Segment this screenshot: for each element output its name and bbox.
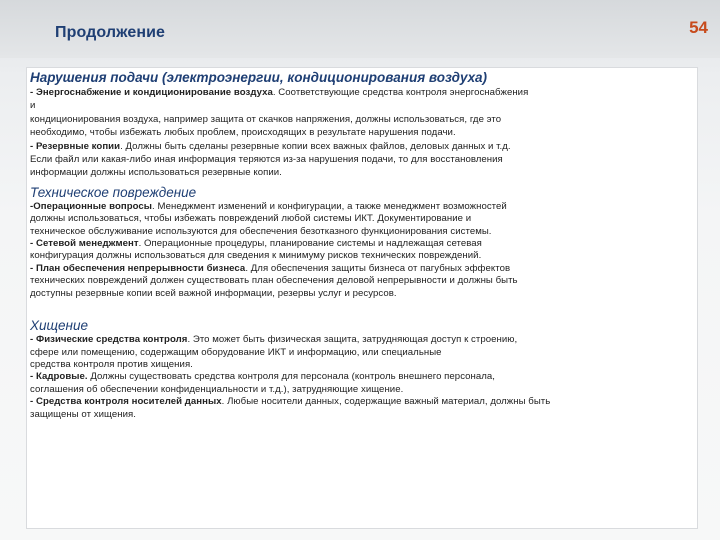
- line-text: . Соответствующие средства контроля энергоснабжения: [272, 87, 529, 98]
- line-text: технических повреждений должен существовать план обеспечения деловой непрерывности и должны быть: [30, 275, 518, 287]
- paragraph-line: [30, 100, 690, 112]
- bold-term: - Средства контроля носителей данных: [30, 396, 222, 408]
- paragraph-line: [30, 154, 690, 166]
- paragraph-line: [30, 347, 690, 359]
- paragraph-line: [30, 114, 690, 126]
- line-text: . Для обеспечения защиты бизнеса от пагубных эффектов: [245, 262, 511, 274]
- section-heading: Нарушения подачи (электроэнергии, кондиционирования воздуха): [30, 70, 488, 85]
- bold-term: - Физические средства контроля: [30, 334, 188, 346]
- paragraph-line: [30, 371, 690, 383]
- line-text: . Это может быть физическая защита, затрудняющая доступ к строению,: [187, 334, 518, 346]
- paragraph-line: [30, 238, 690, 250]
- bold-term: - Сетевой менеджмент: [30, 238, 139, 250]
- bold-term: - Энергоснабжение и кондиционирование воздуха: [30, 87, 273, 98]
- paragraph-line: [30, 250, 690, 262]
- paragraph-line: [30, 167, 690, 179]
- line-text: техническое обслуживание используются для обеспечения безотказного функционирования системы.: [30, 225, 492, 237]
- bold-term: - Кадровые.: [30, 371, 88, 383]
- line-text: соглашения об обеспечении конфиденциальности и т.д.), затрудняющие хищение.: [30, 383, 404, 395]
- line-text: сфере или помещению, содержащим оборудование ИКТ и информацию, или специальные: [30, 346, 442, 358]
- section-technical-damage: [30, 184, 690, 300]
- bold-term: - Резервные копии: [30, 140, 121, 152]
- paragraph-line: [30, 127, 690, 139]
- content: [30, 69, 690, 421]
- line-text: кондиционирования воздуха, например защита от скачков напряжения, должны использоваться, где это: [30, 113, 502, 125]
- bold-term: - План обеспечения непрерывности бизнеса: [30, 262, 246, 274]
- section-heading: Техническое повреждение: [30, 184, 197, 200]
- paragraph-line: [30, 213, 690, 225]
- paragraph-line: [30, 334, 690, 346]
- line-text: Должны существовать средства контроля для персонала (контроль внешнего персонала,: [87, 371, 496, 383]
- section-power-disruption: [30, 69, 690, 180]
- line-text: необходимо, чтобы избежать любых проблем, происходящих в результате нарушения подачи.: [30, 127, 456, 139]
- section-heading: Хищение: [30, 318, 88, 334]
- line-text: . Менеджмент изменений и конфигурации, а также менеджмент возможностей: [152, 200, 507, 212]
- line-text: конфигурация должны использоваться для сведения к минимуму рисков технических повреждений.: [30, 250, 482, 262]
- line-text: . Должны быть сделаны резервные копии всех важных файлов, деловых данных и т.д.: [120, 140, 511, 152]
- page-number: 54: [689, 18, 708, 37]
- bold-term: -Операционные вопросы: [30, 200, 153, 212]
- line-text: информации должны использоваться резервные копии.: [30, 167, 282, 179]
- paragraph-line: [30, 396, 690, 408]
- line-text: Если файл или какая-либо иная информация теряются из-за нарушения подачи, то для восстановления: [30, 154, 503, 166]
- paragraph-line: [30, 409, 690, 421]
- line-text: должны использоваться, чтобы избежать повреждений любой системы ИКТ. Документирование и: [30, 213, 472, 225]
- page-title: Продолжение: [55, 24, 166, 41]
- line-text: защищены от хищения.: [30, 408, 136, 420]
- paragraph-line: [30, 288, 690, 300]
- paragraph-line: [30, 201, 690, 213]
- paragraph-line: [30, 141, 690, 153]
- line-text: и: [30, 100, 36, 112]
- paragraph-line: [30, 359, 690, 371]
- section-theft: [30, 317, 690, 421]
- paragraph-line: [30, 87, 690, 99]
- paragraph-line: [30, 384, 690, 396]
- line-text: . Операционные процедуры, планирование системы и надлежащая сетевая: [138, 238, 482, 250]
- line-text: . Любые носители данных, содержащие важный материал, должны быть: [221, 396, 551, 408]
- line-text: средства контроля против хищения.: [30, 358, 193, 370]
- paragraph-line: [30, 263, 690, 275]
- paragraph-line: [30, 226, 690, 238]
- line-text: доступны резервные копии всей важной информации, резервы услуг и ресурсов.: [30, 287, 397, 299]
- paragraph-line: [30, 275, 690, 287]
